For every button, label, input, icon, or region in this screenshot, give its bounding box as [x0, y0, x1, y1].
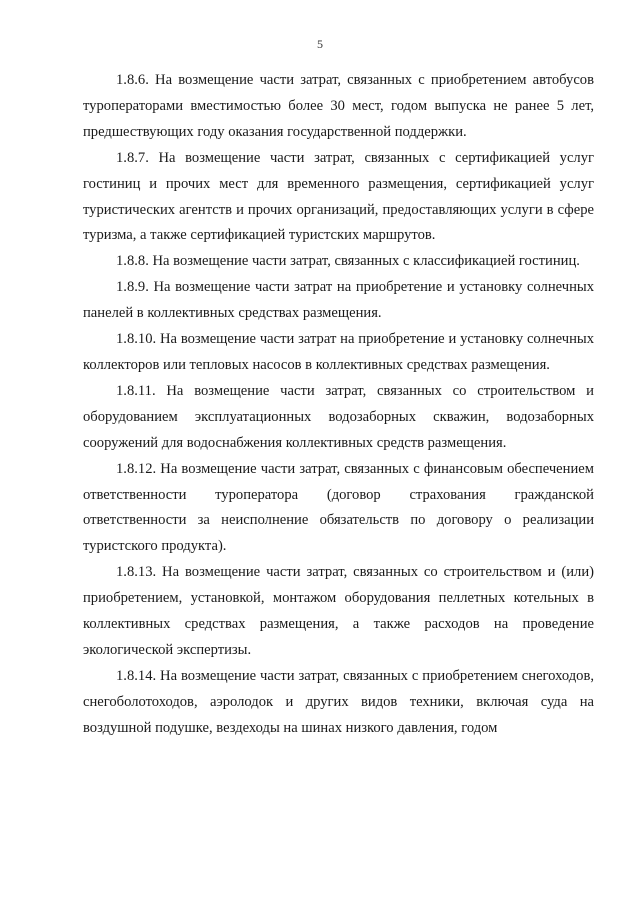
paragraph-1-8-12: 1.8.12. На возмещение части затрат, связанных с финансовым обеспечением ответственности туроператора (договор страхования гражданской ответственности за неисполнение обязательств по договору о реализации туристского продукта).: [83, 460, 594, 555]
paragraph-1-8-7: 1.8.7. На возмещение части затрат, связанных с сертификацией услуг гостиниц и прочих мест для временного размещения, сертификацией услуг туристических агентств и прочих организаций, предоставляющих услуги в сфере туризма, а также сертификацией туристских маршрутов.: [83, 149, 594, 244]
paragraph-1-8-13: 1.8.13. На возмещение части затрат, связанных со строительством и (или) приобретением, установкой, монтажом оборудования пеллетных котельных в коллективных средствах размещения, а также расходов на проведение экологической экспертизы.: [83, 564, 594, 658]
paragraph-1-8-14: 1.8.14. На возмещение части затрат, связанных с приобретением снегоходов, снегоболотоходов, аэролодок и других видов техники, включая суда на воздушной подушке, вездеходы на шинах низкого давления, годом: [83, 667, 594, 736]
paragraph-1-8-8: 1.8.8. На возмещение части затрат, связанных с классификацией гостиниц.: [116, 253, 580, 270]
page-number: 5: [317, 37, 323, 51]
paragraph-1-8-6: 1.8.6. На возмещение части затрат, связанных с приобретением автобусов туроператорами вместимостью более 30 мест, годом выпуска не ранее 5 лет, предшествующих году оказания государственной поддержки.: [83, 72, 594, 140]
paragraph-1-8-11: 1.8.11. На возмещение части затрат, связанных со строительством и оборудованием эксплуатационных водозаборных скважин, водозаборных сооружений для водоснабжения коллективных средств размещения.: [83, 382, 594, 451]
paragraph-1-8-9: 1.8.9. На возмещение части затрат на приобретение и установку солнечных панелей в коллективных средствах размещения.: [83, 279, 594, 322]
paragraph-1-8-10: 1.8.10. На возмещение части затрат на приобретение и установку солнечных коллекторов или тепловых насосов в коллективных средствах размещения.: [83, 331, 594, 373]
document-body: [83, 68, 594, 742]
